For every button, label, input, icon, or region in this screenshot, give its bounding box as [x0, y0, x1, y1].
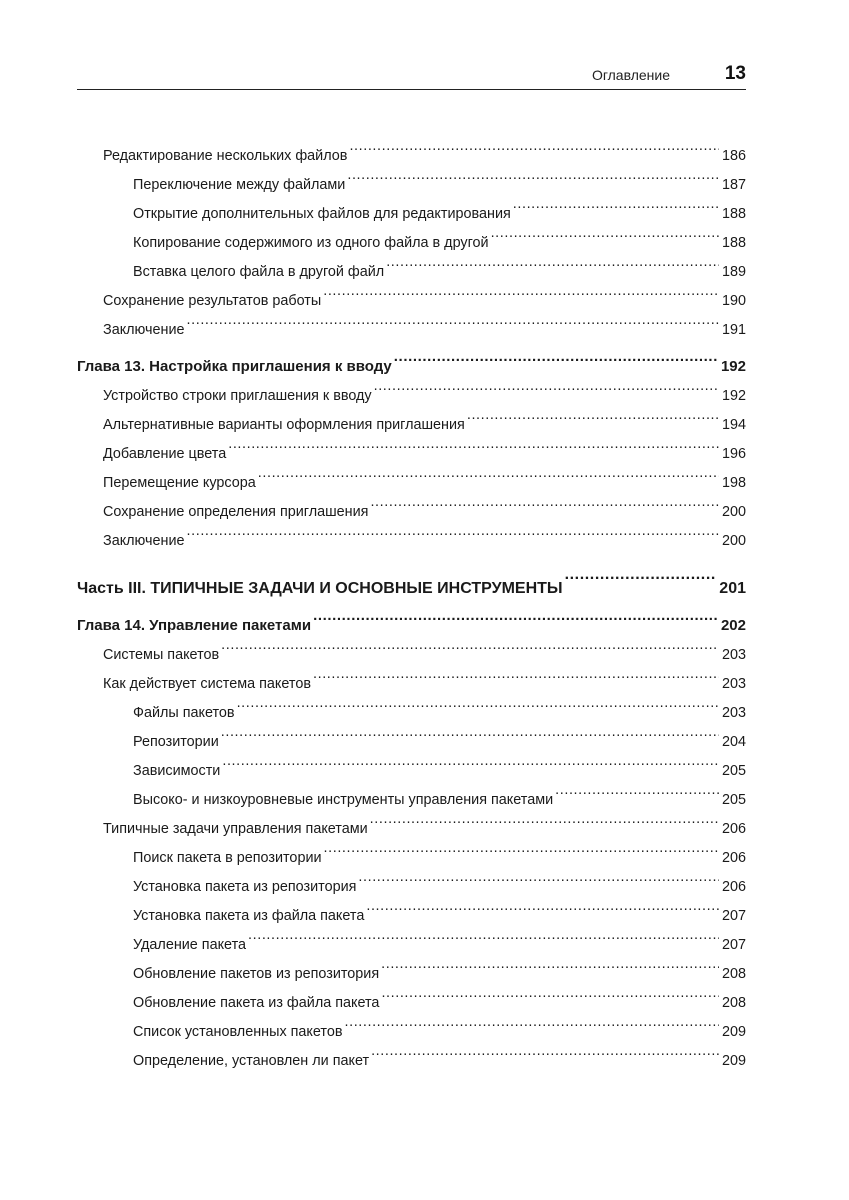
dot-leader — [345, 1007, 719, 1036]
toc-entry-title: Глава 13. Настройка приглашения к вводу — [77, 358, 392, 375]
toc-entry-page: 201 — [719, 580, 746, 597]
dot-leader — [221, 630, 719, 659]
toc-entry-page: 206 — [721, 850, 746, 866]
toc-entry-title: Файлы пакетов — [133, 705, 235, 721]
toc-part-entry — [77, 557, 746, 597]
toc-entry-title: Типичные задачи управления пакетами — [103, 821, 368, 837]
toc-section-entry — [77, 131, 746, 164]
toc-entry-page: 203 — [721, 705, 746, 721]
toc-entry-page: 190 — [721, 293, 746, 309]
dot-leader — [324, 833, 719, 862]
dot-leader — [358, 862, 719, 891]
dot-leader — [370, 804, 719, 833]
toc-entry-page: 194 — [721, 417, 746, 433]
dot-leader — [366, 891, 719, 920]
dot-leader — [374, 371, 719, 400]
toc-entry-page: 208 — [721, 995, 746, 1011]
dot-leader — [394, 342, 718, 371]
toc-entry-page: 200 — [721, 533, 746, 549]
toc-chapter-entry — [77, 342, 746, 375]
toc-entry-title: Репозитории — [133, 734, 219, 750]
toc-entry-page: 200 — [721, 504, 746, 520]
toc-entry-title: Переключение между файлами — [133, 177, 346, 193]
toc-entry-title: Устройство строки приглашения к вводу — [103, 388, 372, 404]
toc-entry-title: Обновление пакета из файла пакета — [133, 995, 380, 1011]
dot-leader — [248, 920, 719, 949]
toc-entry-title: Определение, установлен ли пакет — [133, 1053, 370, 1069]
toc-entry-page: 205 — [721, 792, 746, 808]
toc-entry-title: Зависимости — [133, 763, 221, 779]
toc-entry-page: 189 — [721, 264, 746, 280]
toc-entry-title: Системы пакетов — [103, 647, 220, 663]
toc-entry-title: Заключение — [103, 533, 185, 549]
dot-leader — [187, 516, 719, 545]
dot-leader — [313, 659, 719, 688]
toc-entry-title: Как действует система пакетов — [103, 676, 311, 692]
dot-leader — [371, 1036, 719, 1065]
toc-entry-page: 187 — [721, 177, 746, 193]
toc-entry-title: Установка пакета из файла пакета — [133, 908, 365, 924]
dot-leader — [228, 429, 719, 458]
dot-leader — [323, 276, 719, 305]
running-header — [77, 62, 746, 90]
dot-leader — [370, 487, 719, 516]
toc-entry-title: Часть III. ТИПИЧНЫЕ ЗАДАЧИ И ОСНОВНЫЕ ИНСТРУМЕНТЫ — [77, 580, 563, 597]
toc-entry-page: 188 — [721, 235, 746, 251]
dot-leader — [237, 688, 719, 717]
dot-leader — [258, 458, 719, 487]
toc-entry-page: 202 — [720, 617, 746, 634]
toc-entry-title: Альтернативные варианты оформления приглашения — [103, 417, 465, 433]
dot-leader — [386, 247, 719, 276]
dot-leader — [491, 218, 719, 247]
toc-entry-page: 206 — [721, 879, 746, 895]
dot-leader — [467, 400, 719, 429]
toc-entry-page: 196 — [721, 446, 746, 462]
toc-entry-page: 191 — [721, 322, 746, 338]
toc-entry-title: Установка пакета из репозитория — [133, 879, 357, 895]
toc-entry-title: Перемещение курсора — [103, 475, 256, 491]
toc-entry-page: 192 — [720, 358, 746, 375]
dot-leader — [222, 746, 719, 775]
toc-entry-page: 208 — [721, 966, 746, 982]
header-title: Оглавление — [591, 67, 670, 83]
toc-entry-page: 203 — [721, 676, 746, 692]
toc-entry-title: Редактирование нескольких файлов — [103, 148, 348, 164]
toc-entry-title: Открытие дополнительных файлов для редактирования — [133, 206, 511, 222]
toc-entry-page: 206 — [721, 821, 746, 837]
dot-leader — [555, 775, 719, 804]
toc-entry-title: Сохранение определения приглашения — [103, 504, 369, 520]
dot-leader — [313, 601, 718, 630]
toc-entry-title: Поиск пакета в репозитории — [133, 850, 322, 866]
toc-entry-title: Заключение — [103, 322, 185, 338]
toc-entry-title: Глава 14. Управление пакетами — [77, 617, 312, 634]
dot-leader — [187, 305, 719, 334]
header-page-number: 13 — [724, 63, 746, 84]
toc-entry-page: 204 — [721, 734, 746, 750]
toc-entry-title: Удаление пакета — [133, 937, 247, 953]
dot-leader — [381, 978, 719, 1007]
toc-entry-title: Обновление пакетов из репозитория — [133, 966, 380, 982]
dot-leader — [381, 949, 719, 978]
toc-entry-page: 203 — [721, 647, 746, 663]
toc-entry-page: 186 — [721, 148, 746, 164]
dot-leader — [349, 131, 719, 160]
toc-entry-page: 205 — [721, 763, 746, 779]
toc-entry-page: 209 — [721, 1053, 746, 1069]
toc-entry-title: Вставка целого файла в другой файл — [133, 264, 385, 280]
dot-leader — [221, 717, 719, 746]
toc-entry-title: Высоко- и низкоуровневые инструменты управления пакетами — [133, 792, 554, 808]
toc-entry-title: Список установленных пакетов — [133, 1024, 343, 1040]
toc-entry-page: 207 — [721, 937, 746, 953]
toc-entry-page: 209 — [721, 1024, 746, 1040]
toc-entry-title: Добавление цвета — [103, 446, 227, 462]
toc-entry-page: 198 — [721, 475, 746, 491]
toc-entry-page: 192 — [721, 388, 746, 404]
toc-entry-page: 188 — [721, 206, 746, 222]
dot-leader — [513, 189, 719, 218]
toc-entry-page: 207 — [721, 908, 746, 924]
toc-entry-title: Сохранение результатов работы — [103, 293, 322, 309]
toc-entry-title: Копирование содержимого из одного файла в другой — [133, 235, 489, 251]
dot-leader — [347, 160, 719, 189]
dot-leader — [565, 557, 717, 593]
table-of-contents — [77, 131, 746, 1069]
